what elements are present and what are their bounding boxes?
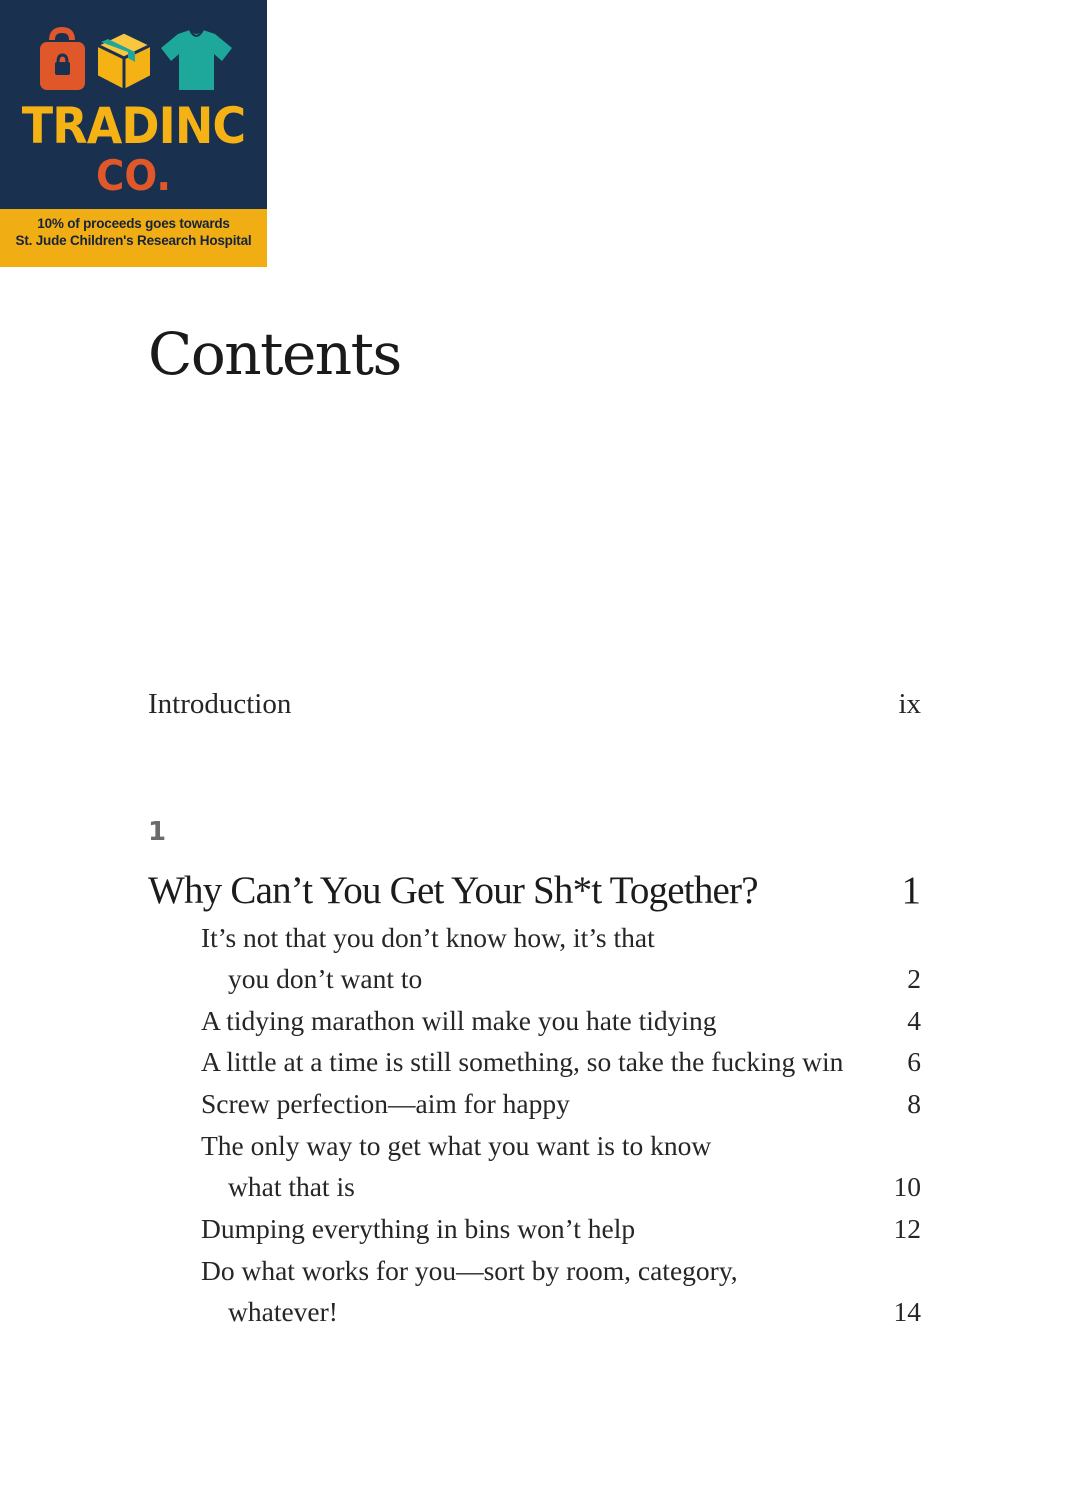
toc-entry-line: A tidying marathon will make you hate tidying	[201, 1005, 717, 1036]
toc-entry-line-continued: whatever!	[228, 1296, 338, 1327]
tradinc-co-badge	[0, 0, 267, 267]
toc-entry-page: 14	[893, 1296, 921, 1327]
charity-tagline	[0, 209, 267, 267]
brand-name: TRADINC	[21, 97, 246, 155]
brand-suffix: CO.	[95, 151, 172, 200]
toc-introduction-label: Introduction	[148, 688, 292, 720]
chapter-page: 1	[901, 869, 921, 912]
toc-entry-line: Dumping everything in bins won’t help	[201, 1213, 636, 1244]
toc-introduction-page: ix	[898, 688, 921, 720]
toc-entry-page: 6	[907, 1046, 921, 1077]
toc-entry-page: 10	[893, 1171, 921, 1202]
tagline-line-2: St. Jude Children's Research Hospital	[15, 233, 252, 248]
toc-entry-line: Screw perfection—aim for happy	[201, 1088, 570, 1119]
toc-entry-line: A little at a time is still something, so take the fucking win	[201, 1046, 844, 1077]
toc-entry-line: It’s not that you don’t know how, it’s that	[201, 922, 655, 953]
toc-entry-page: 2	[907, 963, 921, 994]
toc-entry-page: 8	[907, 1088, 921, 1119]
toc-entry-page: 12	[893, 1213, 921, 1244]
toc-entry-line: Do what works for you—sort by room, category,	[201, 1255, 738, 1286]
toc-entry-line-continued: what that is	[228, 1171, 355, 1202]
box-icon	[97, 32, 151, 90]
page-title: Contents	[148, 320, 401, 388]
toc-entry-line-continued: you don’t want to	[228, 963, 423, 994]
chapter-title: Why Can’t You Get Your Sh*t Together?	[148, 869, 758, 912]
toc-entry-page: 4	[907, 1005, 921, 1036]
toc-entry-line: The only way to get what you want is to know	[201, 1130, 712, 1161]
shopping-bag-icon	[40, 30, 85, 90]
badge-icons	[0, 26, 267, 96]
tagline-line-1: 10% of proceeds goes towards	[37, 216, 230, 231]
t-shirt-icon	[161, 30, 232, 90]
chapter-number: 1	[148, 817, 167, 847]
